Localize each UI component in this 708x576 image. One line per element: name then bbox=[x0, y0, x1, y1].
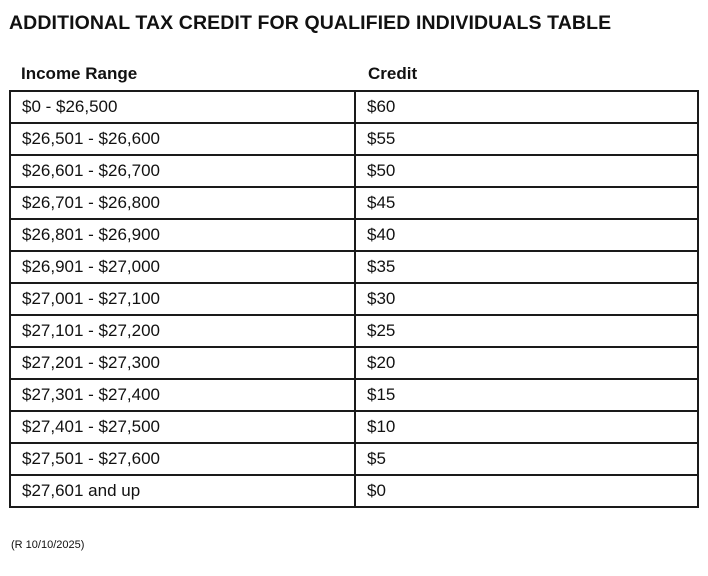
page-title: ADDITIONAL TAX CREDIT FOR QUALIFIED INDIVIDUALS TABLE bbox=[9, 12, 612, 34]
credit-cell: $55 bbox=[355, 123, 698, 155]
column-header-income-range: Income Range bbox=[21, 64, 138, 83]
income-range-cell: $27,501 - $27,600 bbox=[10, 443, 355, 475]
table-row bbox=[10, 219, 698, 251]
income-range-cell: $26,701 - $26,800 bbox=[10, 187, 355, 219]
credit-cell: $15 bbox=[355, 379, 698, 411]
income-range-cell: $27,201 - $27,300 bbox=[10, 347, 355, 379]
income-range-cell: $27,101 - $27,200 bbox=[10, 315, 355, 347]
income-range-cell: $27,401 - $27,500 bbox=[10, 411, 355, 443]
table-row bbox=[10, 283, 698, 315]
income-range-cell: $26,801 - $26,900 bbox=[10, 219, 355, 251]
income-range-cell: $27,601 and up bbox=[10, 475, 355, 507]
credit-cell: $60 bbox=[355, 91, 698, 123]
credit-cell: $0 bbox=[355, 475, 698, 507]
table-row bbox=[10, 443, 698, 475]
credit-cell: $45 bbox=[355, 187, 698, 219]
credit-cell: $5 bbox=[355, 443, 698, 475]
revision-note: (R 10/10/2025) bbox=[11, 539, 85, 551]
table-row bbox=[10, 475, 698, 507]
credit-cell: $50 bbox=[355, 155, 698, 187]
table-row bbox=[10, 379, 698, 411]
income-range-cell: $0 - $26,500 bbox=[10, 91, 355, 123]
credit-cell: $30 bbox=[355, 283, 698, 315]
credit-cell: $35 bbox=[355, 251, 698, 283]
column-header-credit: Credit bbox=[368, 64, 418, 83]
table-row bbox=[10, 123, 698, 155]
income-range-cell: $27,001 - $27,100 bbox=[10, 283, 355, 315]
income-range-cell: $26,501 - $26,600 bbox=[10, 123, 355, 155]
income-range-cell: $26,901 - $27,000 bbox=[10, 251, 355, 283]
table-row bbox=[10, 315, 698, 347]
table-row bbox=[10, 155, 698, 187]
table-row bbox=[10, 411, 698, 443]
table-row bbox=[10, 347, 698, 379]
credit-cell: $25 bbox=[355, 315, 698, 347]
table-header bbox=[9, 62, 697, 86]
income-range-cell: $26,601 - $26,700 bbox=[10, 155, 355, 187]
credit-cell: $10 bbox=[355, 411, 698, 443]
table-row bbox=[10, 91, 698, 123]
income-range-cell: $27,301 - $27,400 bbox=[10, 379, 355, 411]
credit-cell: $40 bbox=[355, 219, 698, 251]
table-row bbox=[10, 251, 698, 283]
table-row bbox=[10, 187, 698, 219]
credit-cell: $20 bbox=[355, 347, 698, 379]
tax-credit-table bbox=[9, 90, 699, 508]
